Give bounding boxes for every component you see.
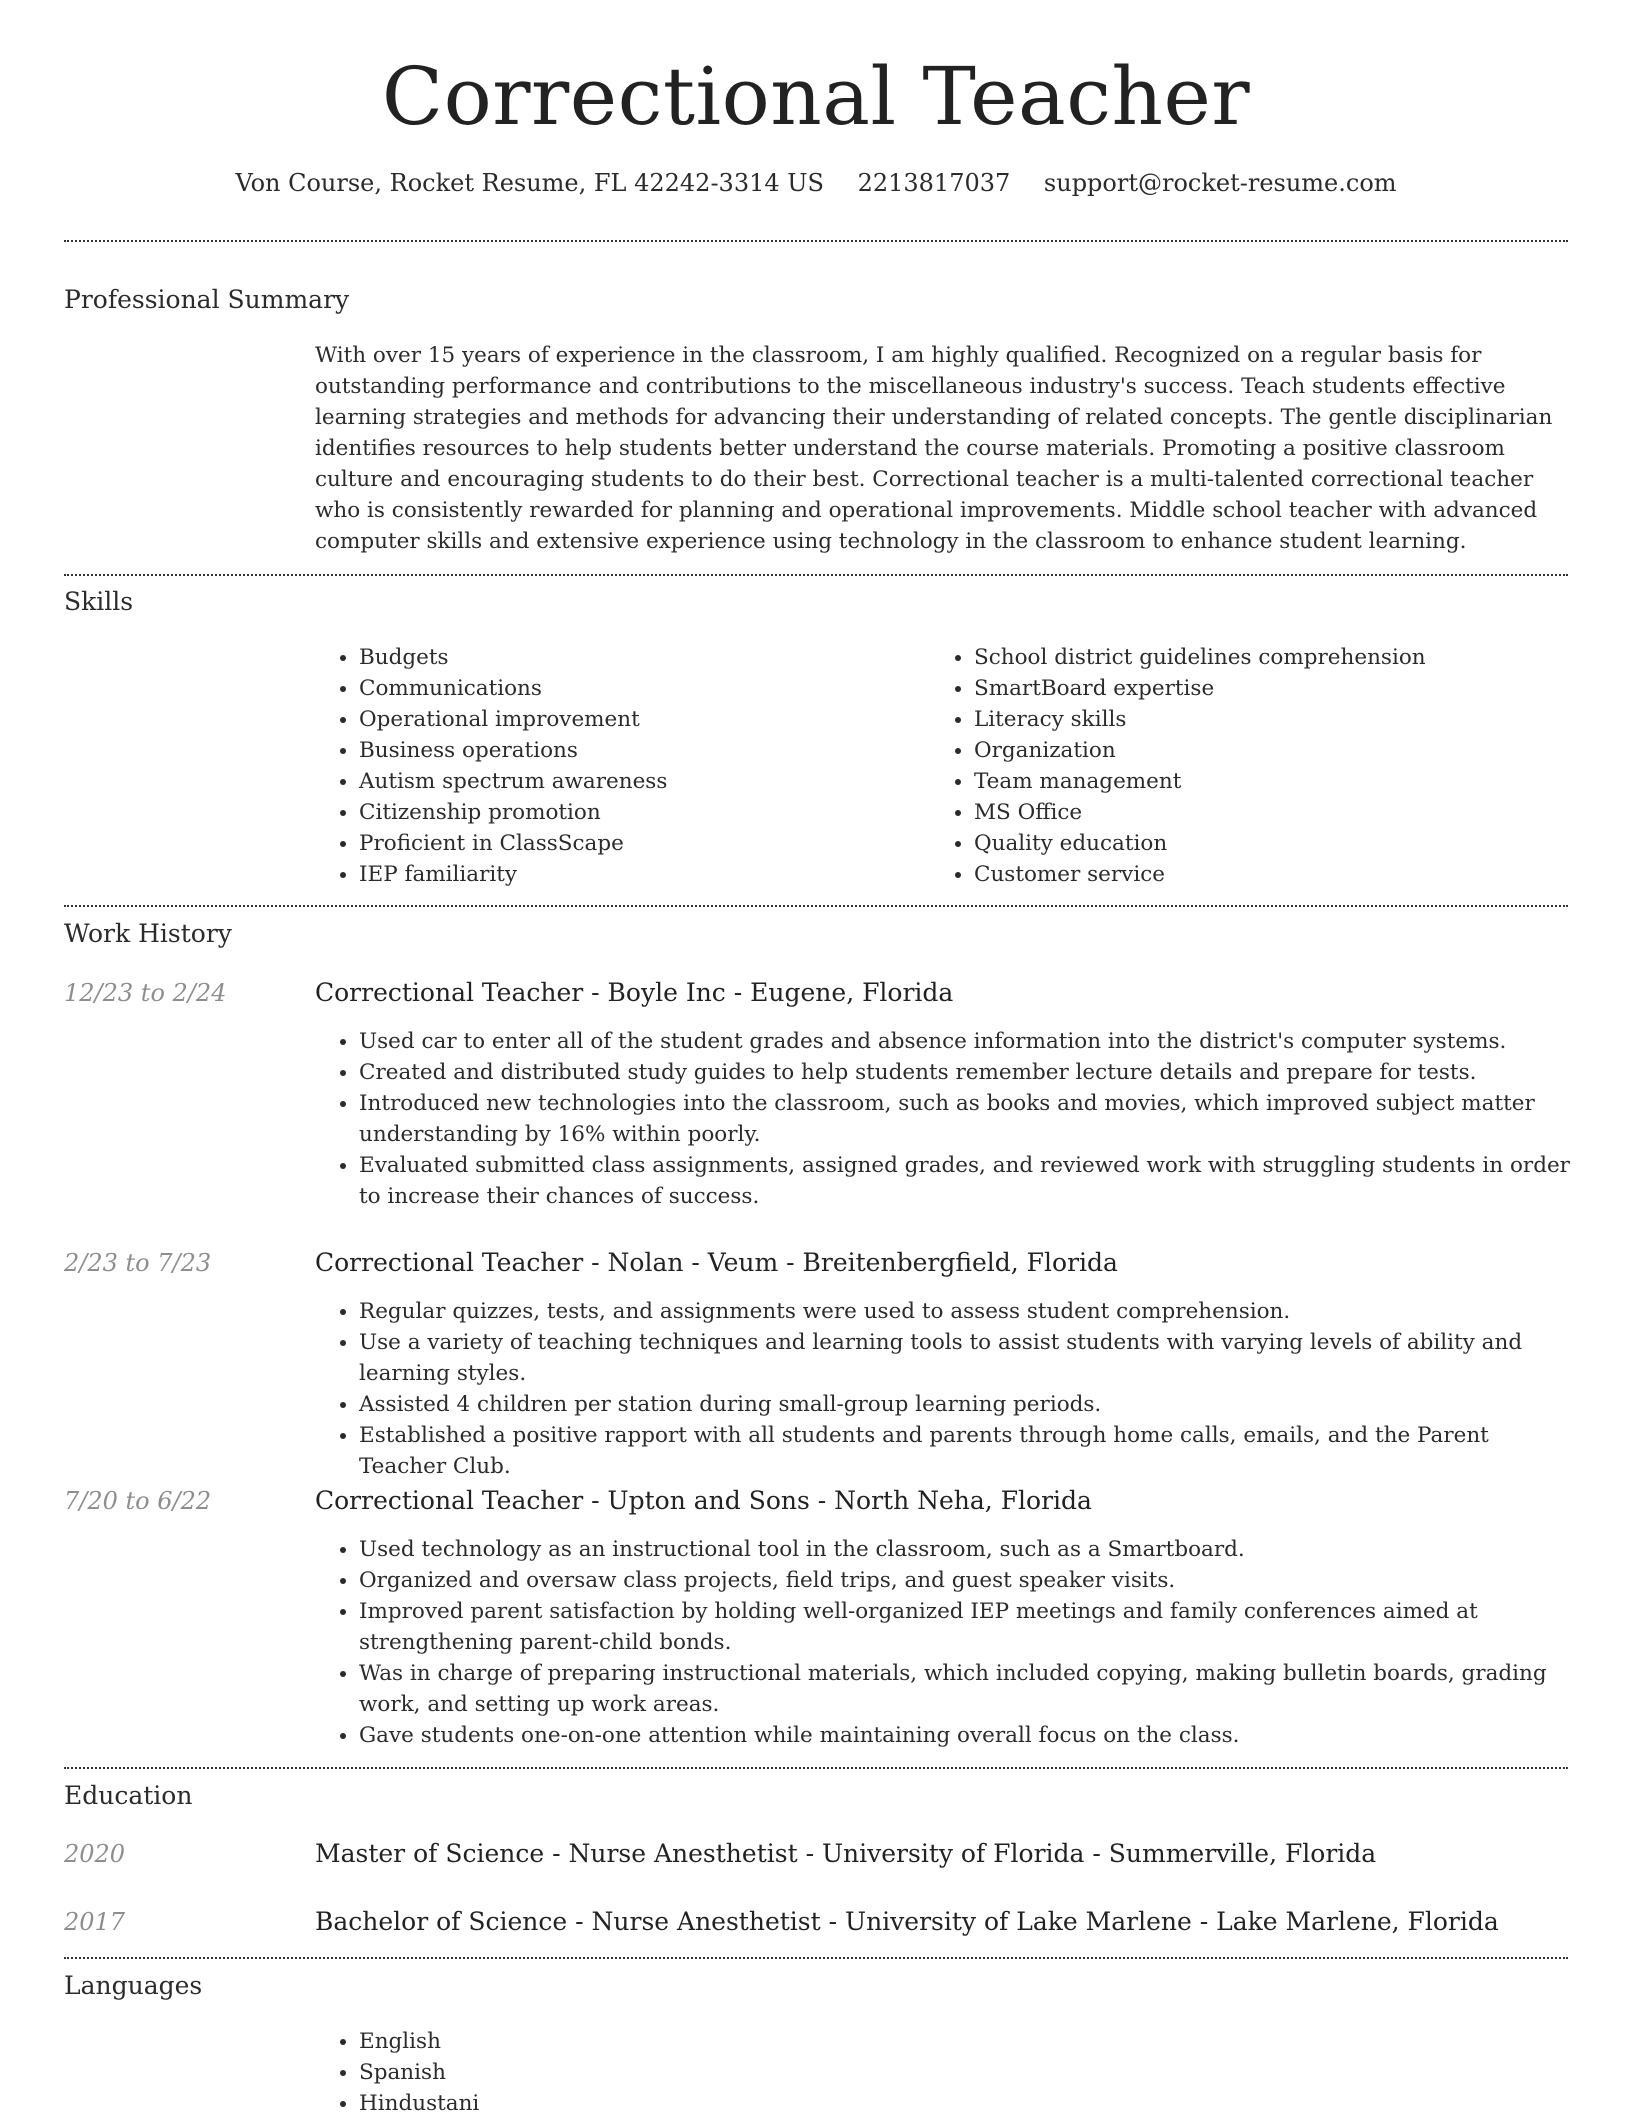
skill-item: • Organization	[974, 735, 1530, 766]
skill-item: • Business operations	[359, 735, 915, 766]
job-heading: Correctional Teacher - Nolan - Veum - Breitenbergfield, Florida	[315, 1248, 1118, 1277]
contact-address: Von Course, Rocket Resume, FL 42242-3314 US	[235, 169, 824, 197]
job-duty: • Used car to enter all of the student grades and absence information into the district's computer systems.	[359, 1026, 1575, 1057]
skills-column-left	[315, 642, 915, 890]
section-divider	[64, 1957, 1568, 1959]
skill-item: • Team management	[974, 766, 1530, 797]
language-item: • Hindustani	[359, 2088, 1575, 2119]
summary-heading: Professional Summary	[64, 285, 350, 314]
skill-item: • Literacy skills	[974, 704, 1530, 735]
skill-item: • SmartBoard expertise	[974, 673, 1530, 704]
skill-item: • Communications	[359, 673, 915, 704]
section-divider	[64, 905, 1568, 907]
skill-item: • Autism spectrum awareness	[359, 766, 915, 797]
job-duty: • Introduced new technologies into the classroom, such as books and movies, which improved subject matter understanding by 16% within poorly.	[359, 1088, 1575, 1150]
skill-item: • MS Office	[974, 797, 1530, 828]
job-duty: • Assisted 4 children per station during small-group learning periods.	[359, 1389, 1575, 1420]
skills-column-right	[930, 642, 1530, 890]
education-degree: Bachelor of Science - Nurse Anesthetist - University of Lake Marlene - Lake Marlene, Florida	[315, 1907, 1499, 1936]
skill-item: • Customer service	[974, 859, 1530, 890]
work-history-heading: Work History	[64, 919, 232, 948]
summary-text: With over 15 years of experience in the classroom, I am highly qualified. Recognized on a regular basis for outstanding performance and contributions to the miscellaneous industry's success. Teach students effective learning strategies and methods for advancing their understanding of related concepts. The gentle disciplinarian identifies resources to help students better understand the course materials. Promoting a positive classroom culture and encouraging students to do their best. Correctional teacher is a multi-talented correctional teacher who is consistently rewarded for planning and operational improvements. Middle school teacher with advanced computer skills and extensive experience using technology in the classroom to enhance student learning.	[315, 343, 1553, 554]
language-item: • Spanish	[359, 2057, 1575, 2088]
job-duty: • Gave students one-on-one attention while maintaining overall focus on the class.	[359, 1720, 1575, 1751]
job-heading: Correctional Teacher - Upton and Sons - North Neha, Florida	[315, 1486, 1092, 1515]
section-divider	[64, 574, 1568, 576]
skill-item: • Operational improvement	[359, 704, 915, 735]
resume-name: Correctional Teacher	[381, 50, 1251, 143]
job-duty: • Was in charge of preparing instructional materials, which included copying, making bulletin boards, grading work, and setting up work areas.	[359, 1658, 1575, 1720]
contact-phone: 2213817037	[857, 169, 1011, 197]
language-item: • English	[359, 2026, 1575, 2057]
education-year: 2017	[64, 1908, 126, 1936]
section-divider	[64, 1767, 1568, 1769]
job-heading: Correctional Teacher - Boyle Inc - Eugene, Florida	[315, 978, 954, 1007]
skill-item: • Budgets	[359, 642, 915, 673]
languages-heading: Languages	[64, 1971, 203, 2000]
skill-item: • Quality education	[974, 828, 1530, 859]
section-divider	[64, 240, 1568, 242]
job-dates: 7/20 to 6/22	[64, 1487, 212, 1515]
skill-item: • Proficient in ClassScape	[359, 828, 915, 859]
skill-item: • Citizenship promotion	[359, 797, 915, 828]
skills-list-left	[315, 642, 915, 890]
job-duty: • Established a positive rapport with all students and parents through home calls, emails, and the Parent Teacher Club.	[359, 1420, 1575, 1482]
job-duties	[315, 1534, 1575, 1751]
job-duties	[315, 1296, 1575, 1482]
languages-list	[315, 2026, 1575, 2119]
job-duty: • Organized and oversaw class projects, field trips, and guest speaker visits.	[359, 1565, 1575, 1596]
job-duty: • Regular quizzes, tests, and assignments were used to assess student comprehension.	[359, 1296, 1575, 1327]
contact-line	[0, 168, 1632, 198]
job-duty: • Used technology as an instructional tool in the classroom, such as a Smartboard.	[359, 1534, 1575, 1565]
contact-email: support@rocket-resume.com	[1043, 169, 1397, 197]
job-duty: • Improved parent satisfaction by holding well-organized IEP meetings and family conferences aimed at strengthening parent-child bonds.	[359, 1596, 1575, 1658]
job-duty: • Evaluated submitted class assignments, assigned grades, and reviewed work with struggling students in order to increase their chances of success.	[359, 1150, 1575, 1212]
education-year: 2020	[64, 1840, 126, 1868]
job-dates: 12/23 to 2/24	[64, 979, 227, 1007]
skills-list-right	[930, 642, 1530, 890]
job-dates: 2/23 to 7/23	[64, 1249, 212, 1277]
education-heading: Education	[64, 1781, 193, 1810]
job-duty: • Use a variety of teaching techniques and learning tools to assist students with varying levels of ability and learning styles.	[359, 1327, 1575, 1389]
skills-heading: Skills	[64, 587, 134, 616]
skill-item: • School district guidelines comprehension	[974, 642, 1530, 673]
skill-item: • IEP familiarity	[359, 859, 915, 890]
education-degree: Master of Science - Nurse Anesthetist - University of Florida - Summerville, Florida	[315, 1839, 1377, 1868]
job-duties	[315, 1026, 1575, 1212]
job-duty: • Created and distributed study guides to help students remember lecture details and prepare for tests.	[359, 1057, 1575, 1088]
